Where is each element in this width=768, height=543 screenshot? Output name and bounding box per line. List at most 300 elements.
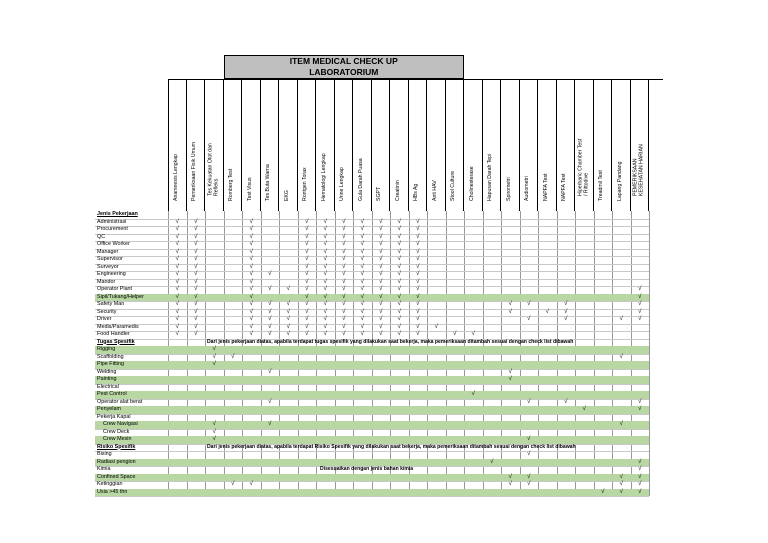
check-mark: √: [638, 316, 642, 322]
check-mark: √: [323, 226, 327, 232]
row-label: Crew Navigasi: [103, 421, 138, 427]
check-mark: √: [416, 248, 420, 255]
check-mark: √: [638, 293, 642, 300]
check-mark: √: [305, 241, 309, 247]
check-mark: √: [212, 361, 216, 367]
check-mark: √: [397, 331, 401, 337]
check-mark: √: [305, 331, 309, 337]
column-header: [298, 79, 317, 211]
column-header: [594, 79, 613, 211]
row-label: Pipe Fitting: [97, 361, 124, 367]
check-mark: √: [508, 473, 512, 480]
check-mark: √: [175, 263, 179, 270]
check-mark: √: [527, 301, 531, 307]
check-mark: √: [564, 308, 568, 315]
check-mark: √: [379, 278, 383, 285]
column-header: [612, 79, 631, 211]
check-mark: √: [268, 421, 272, 427]
check-mark: √: [342, 286, 346, 292]
column-header: [446, 79, 465, 211]
row-label: Safety Man: [97, 301, 125, 307]
check-mark: √: [323, 286, 327, 292]
check-mark: √: [175, 316, 179, 322]
check-mark: √: [379, 226, 383, 232]
column-header-label: Lapang Pandang: [616, 161, 623, 202]
column-header: [224, 79, 243, 211]
column-header: [427, 79, 446, 211]
row-label: Crew Deck: [103, 428, 130, 435]
check-mark: √: [360, 256, 364, 262]
check-mark: √: [268, 368, 272, 375]
column-header: [575, 79, 594, 211]
check-mark: √: [175, 278, 179, 285]
check-mark: √: [305, 226, 309, 232]
check-mark: √: [379, 241, 383, 247]
check-mark: √: [268, 308, 272, 315]
check-mark: √: [638, 466, 642, 472]
check-mark: √: [342, 278, 346, 285]
check-mark: √: [194, 271, 198, 277]
check-mark: √: [175, 331, 179, 337]
column-header: [557, 79, 576, 211]
check-mark: √: [305, 293, 309, 300]
check-mark: √: [323, 233, 327, 240]
column-header-label: NAPFA Test: [542, 173, 549, 202]
check-mark: √: [379, 323, 383, 330]
row-label: Electrical: [97, 383, 119, 390]
check-mark: √: [416, 263, 420, 270]
row-label: Administrasi: [97, 218, 127, 225]
row-label: Crew Mesin: [103, 436, 132, 442]
check-mark: √: [323, 331, 327, 337]
check-mark: √: [323, 308, 327, 315]
check-mark: √: [268, 316, 272, 322]
check-mark: √: [397, 316, 401, 322]
check-mark: √: [638, 481, 642, 487]
row-label: Food Handler: [97, 331, 130, 337]
check-mark: √: [638, 308, 642, 315]
row-label: Pest Control: [97, 391, 127, 397]
check-mark: √: [527, 436, 531, 442]
check-mark: √: [619, 481, 623, 487]
row-label: Sipil/Tukang/Helper: [97, 293, 144, 300]
table-row: [95, 489, 649, 498]
column-header: [520, 79, 539, 211]
row-label: Operator alat berat: [97, 398, 143, 405]
check-mark: √: [360, 308, 364, 315]
check-mark: √: [249, 293, 253, 300]
check-mark: √: [416, 308, 420, 315]
check-mark: √: [323, 316, 327, 322]
column-header-label: Tes Buta Warna: [265, 164, 272, 202]
check-mark: √: [212, 428, 216, 435]
column-header-label: PEMERIKSAAN KESEHATAN HARIAN: [632, 144, 645, 196]
check-mark: √: [249, 301, 253, 307]
check-mark: √: [212, 421, 216, 427]
table-title: [224, 55, 465, 79]
check-mark: √: [175, 256, 179, 262]
check-mark: √: [286, 323, 290, 330]
check-mark: √: [379, 263, 383, 270]
row-label: Risiko Spesifik: [97, 443, 136, 450]
check-mark: √: [416, 293, 420, 300]
check-mark: √: [323, 263, 327, 270]
check-mark: √: [379, 271, 383, 277]
column-header-label: Hapusan Darah Tepi: [487, 154, 494, 202]
check-mark: √: [360, 278, 364, 285]
check-mark: √: [397, 263, 401, 270]
column-header: [631, 79, 650, 211]
check-mark: √: [360, 271, 364, 277]
column-header-label: Anamnesis Lengkap: [173, 154, 180, 202]
check-mark: √: [416, 226, 420, 232]
row-label: Procurement: [97, 226, 128, 232]
check-mark: √: [360, 226, 364, 232]
check-mark: √: [360, 323, 364, 330]
check-mark: √: [527, 481, 531, 487]
column-header-label: Gula Darah Puasa: [357, 158, 364, 202]
check-mark: √: [249, 308, 253, 315]
check-mark: √: [490, 458, 494, 465]
title-line-1: ITEM MEDICAL CHECK UP: [289, 56, 398, 66]
column-header-label: Spirometri: [505, 177, 512, 202]
check-mark: √: [194, 286, 198, 292]
column-header: [390, 79, 409, 211]
check-mark: √: [527, 473, 531, 480]
check-mark: √: [638, 398, 642, 405]
row-label: Penyelam: [97, 406, 121, 412]
check-mark: √: [360, 218, 364, 225]
check-mark: √: [194, 293, 198, 300]
check-mark: √: [397, 323, 401, 330]
check-mark: √: [323, 256, 327, 262]
check-mark: √: [342, 301, 346, 307]
check-mark: √: [212, 346, 216, 352]
row-label: Rigging: [97, 346, 116, 352]
check-mark: √: [638, 458, 642, 465]
check-mark: √: [416, 278, 420, 285]
check-mark: √: [397, 301, 401, 307]
check-mark: √: [194, 331, 198, 337]
check-mark: √: [379, 248, 383, 255]
row-label: Bising: [97, 451, 112, 457]
check-mark: √: [286, 331, 290, 337]
check-mark: √: [249, 286, 253, 292]
row-label: Usia >45 thn: [97, 488, 128, 495]
check-mark: √: [397, 248, 401, 255]
column-header-label: Cholinesterase: [468, 166, 475, 202]
check-mark: √: [194, 308, 198, 315]
check-mark: √: [249, 233, 253, 240]
check-mark: √: [360, 331, 364, 337]
row-label: Surveyor: [97, 263, 119, 270]
check-mark: √: [175, 323, 179, 330]
check-mark: √: [619, 316, 623, 322]
check-mark: √: [323, 278, 327, 285]
column-header-label: Anti HAV: [431, 180, 438, 202]
check-mark: √: [194, 233, 198, 240]
row-label: Welding: [97, 368, 117, 375]
check-mark: √: [194, 301, 198, 307]
column-header: [316, 79, 335, 211]
column-header-label: Stool Culture: [450, 171, 457, 202]
column-header: [409, 79, 428, 211]
check-mark: √: [342, 226, 346, 232]
check-mark: √: [305, 263, 309, 270]
check-mark: √: [249, 256, 253, 262]
row-label: Pekerja Kapal: [97, 413, 131, 420]
check-mark: √: [453, 331, 457, 337]
check-mark: √: [379, 256, 383, 262]
check-mark: √: [471, 391, 475, 397]
check-mark: √: [397, 286, 401, 292]
check-mark: √: [342, 241, 346, 247]
check-mark: √: [564, 316, 568, 322]
check-mark: √: [268, 301, 272, 307]
check-mark: √: [342, 293, 346, 300]
check-mark: √: [212, 353, 216, 360]
check-mark: √: [619, 421, 623, 427]
check-mark: √: [619, 353, 623, 360]
check-mark: √: [342, 316, 346, 322]
check-mark: √: [416, 331, 420, 337]
check-mark: √: [249, 248, 253, 255]
column-header-label: HBs Ag: [413, 184, 420, 202]
check-mark: √: [619, 473, 623, 480]
check-mark: √: [601, 488, 605, 495]
row-note: Dari jenis pekerjaan diatas, apabila terdapat Risiko Spesifik yang dilakukan saat bekerja, maka pemeriksaan ditambah sesuai dengan check list dibawah: [207, 443, 576, 450]
column-header: [261, 79, 280, 211]
check-mark: √: [175, 226, 179, 232]
check-mark: √: [194, 226, 198, 232]
check-mark: √: [305, 256, 309, 262]
check-mark: √: [379, 293, 383, 300]
row-label: Ketinggian: [97, 481, 123, 487]
row-label: Mandor: [97, 278, 116, 285]
column-header: [279, 79, 298, 211]
column-header-label: Rontgen Torax: [302, 167, 309, 202]
check-mark: √: [564, 301, 568, 307]
row-label: Painting: [97, 376, 117, 382]
check-mark: √: [249, 331, 253, 337]
check-mark: √: [305, 218, 309, 225]
check-mark: √: [305, 316, 309, 322]
check-mark: √: [619, 488, 623, 495]
check-mark: √: [564, 398, 568, 405]
check-mark: √: [379, 286, 383, 292]
check-mark: √: [249, 271, 253, 277]
check-mark: √: [434, 323, 438, 330]
check-mark: √: [249, 316, 253, 322]
column-gridline: [649, 211, 650, 496]
check-mark: √: [305, 278, 309, 285]
row-note: Disesuaikan dengan jenis bahan kimia: [320, 466, 414, 472]
column-header-label: Urine Lengkap: [339, 167, 346, 202]
column-header-label: NAPFA Test: [561, 173, 568, 202]
check-mark: √: [416, 218, 420, 225]
column-header-label: EKG: [283, 190, 290, 202]
check-mark: √: [638, 406, 642, 412]
check-mark: √: [342, 263, 346, 270]
row-label: Security: [97, 308, 117, 315]
check-mark: √: [194, 248, 198, 255]
check-mark: √: [397, 278, 401, 285]
check-mark: √: [305, 233, 309, 240]
column-header-label: Audiometri: [524, 176, 531, 202]
check-mark: √: [508, 308, 512, 315]
check-mark: √: [268, 286, 272, 292]
check-mark: √: [342, 233, 346, 240]
check-mark: √: [527, 451, 531, 457]
row-label: Supervisor: [97, 256, 123, 262]
check-mark: √: [342, 271, 346, 277]
check-mark: √: [360, 293, 364, 300]
check-mark: √: [638, 286, 642, 292]
check-mark: √: [379, 316, 383, 322]
row-label: Manager: [97, 248, 119, 255]
check-mark: √: [379, 233, 383, 240]
check-mark: √: [175, 218, 179, 225]
check-mark: √: [268, 331, 272, 337]
column-header-label: Hematologi Lengkap: [320, 153, 327, 202]
check-mark: √: [305, 286, 309, 292]
row-label: Confined Space: [97, 473, 136, 480]
check-mark: √: [323, 301, 327, 307]
check-mark: √: [175, 286, 179, 292]
check-mark: √: [175, 308, 179, 315]
column-header: [187, 79, 206, 211]
check-mark: √: [268, 323, 272, 330]
check-mark: √: [582, 406, 586, 412]
check-mark: √: [175, 293, 179, 300]
column-header: [501, 79, 520, 211]
check-mark: √: [360, 233, 364, 240]
check-mark: √: [416, 286, 420, 292]
check-mark: √: [305, 301, 309, 307]
column-header: [483, 79, 502, 211]
check-mark: √: [508, 368, 512, 375]
check-mark: √: [305, 323, 309, 330]
check-mark: √: [416, 271, 420, 277]
column-header-label: Tes Kekuatan Otot dan Refleks: [207, 143, 219, 196]
check-mark: √: [286, 316, 290, 322]
check-mark: √: [397, 241, 401, 247]
check-mark: √: [175, 271, 179, 277]
check-mark: √: [249, 226, 253, 232]
check-mark: √: [397, 233, 401, 240]
check-mark: √: [416, 233, 420, 240]
column-header-label: Creatinin: [394, 180, 401, 202]
check-mark: √: [323, 218, 327, 225]
row-label: Scaffolding: [97, 353, 124, 360]
check-mark: √: [342, 218, 346, 225]
check-mark: √: [508, 376, 512, 382]
check-mark: √: [342, 331, 346, 337]
check-mark: √: [194, 218, 198, 225]
column-header-label: Hiperbaric Chamber Test / Rittodive: [577, 138, 589, 196]
column-header: [168, 79, 187, 211]
column-header: [538, 79, 557, 211]
medical-checkup-table: [95, 55, 663, 496]
check-mark: √: [323, 248, 327, 255]
check-mark: √: [397, 271, 401, 277]
check-mark: √: [323, 323, 327, 330]
check-mark: √: [527, 316, 531, 322]
row-label: Jenis Pekerjaan: [97, 211, 138, 217]
column-header-label: Treadmil Test: [598, 170, 605, 202]
check-mark: √: [194, 323, 198, 330]
check-mark: √: [305, 248, 309, 255]
check-mark: √: [305, 308, 309, 315]
check-mark: √: [323, 293, 327, 300]
row-label: Radiasi pengion: [97, 458, 136, 465]
check-mark: √: [508, 481, 512, 487]
check-mark: √: [397, 218, 401, 225]
check-mark: √: [638, 473, 642, 480]
check-mark: √: [379, 308, 383, 315]
column-header-label: Pemeriksaan Fisik Umum: [191, 142, 198, 202]
check-mark: √: [416, 241, 420, 247]
check-mark: √: [175, 301, 179, 307]
check-mark: √: [397, 226, 401, 232]
check-mark: √: [231, 353, 235, 360]
column-header-label: Test Visus: [246, 177, 253, 202]
row-label: Driver: [97, 316, 112, 322]
row-label: Engineering: [97, 271, 126, 277]
check-mark: √: [305, 271, 309, 277]
check-mark: √: [416, 323, 420, 330]
check-mark: √: [471, 331, 475, 337]
column-header: [353, 79, 372, 211]
check-mark: √: [379, 218, 383, 225]
check-mark: √: [175, 241, 179, 247]
check-mark: √: [231, 481, 235, 487]
row-label: Medis/Paramedis: [97, 323, 139, 330]
check-mark: √: [638, 488, 642, 495]
column-header: [205, 79, 224, 211]
check-mark: √: [249, 278, 253, 285]
check-mark: √: [397, 256, 401, 262]
row-label: Kimia: [97, 466, 111, 472]
check-mark: √: [194, 316, 198, 322]
check-mark: √: [342, 308, 346, 315]
check-mark: √: [286, 301, 290, 307]
check-mark: √: [342, 256, 346, 262]
check-mark: √: [249, 481, 253, 487]
check-mark: √: [212, 436, 216, 442]
check-mark: √: [416, 301, 420, 307]
check-mark: √: [397, 308, 401, 315]
title-line-2: LABORATORIUM: [309, 67, 379, 77]
column-header: [335, 79, 354, 211]
check-mark: √: [268, 398, 272, 405]
row-label: QC: [97, 233, 106, 240]
check-mark: √: [194, 263, 198, 270]
check-mark: √: [527, 398, 531, 405]
check-mark: √: [249, 263, 253, 270]
check-mark: √: [638, 301, 642, 307]
check-mark: √: [360, 248, 364, 255]
check-mark: √: [379, 301, 383, 307]
column-header: [372, 79, 391, 211]
check-mark: √: [342, 323, 346, 330]
check-mark: √: [545, 308, 549, 315]
check-mark: √: [360, 263, 364, 270]
check-mark: √: [379, 331, 383, 337]
row-label: Tugas Spesifik: [97, 338, 135, 345]
check-mark: √: [194, 256, 198, 262]
check-mark: √: [249, 218, 253, 225]
